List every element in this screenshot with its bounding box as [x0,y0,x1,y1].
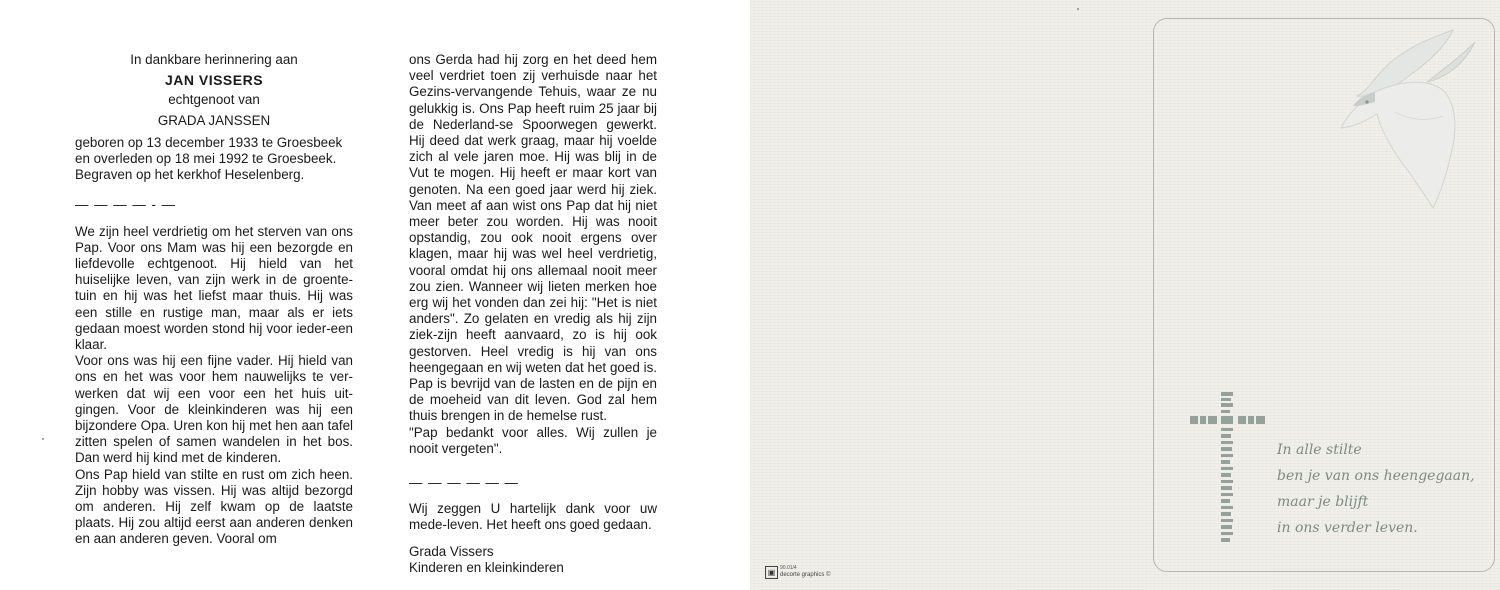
birth-line: geboren op 13 december 1933 te Groesbeek [75,134,343,150]
thanks-text: Wij zeggen U hartelijk dank voor uw mede-leven. Het heeft ons goed gedaan. [409,501,657,533]
dove-icon [1335,22,1485,212]
paragraph: Ons Pap hield van stilte en rust om zich heen. Zijn hobby was vissen. Hij was altijd bezorgd om anderen. Hij zelf kwam op de laatste plaats. Hij zou altijd eerst aan anderen denken en aan anderen geven. Vooral om [75,466,353,547]
left-text-column [75,52,353,548]
verse-line: In alle stilte [1277,442,1362,458]
cross-icon [1186,382,1281,562]
signature [409,544,657,576]
verse-line: maar je blijft [1277,494,1369,510]
burial-line: Begraven op het kerkhof Heselenberg. [75,167,305,183]
closing-quote: "Pap bedankt voor alles. Wij zullen je nooit vergeten". [409,424,657,456]
paragraph: Voor ons was hij een fijne vader. Hij hield van ons en het was voor hem nauwelijks te ver-werken dat wij een voor een het huis uit-gingen. Voor de kleinkinderen was hij een bijzondere Opa. Uren kon hij met hen aan tafel zitten spelen of samen wandelen in het bos. Dan werd hij kind met de kinderen. [75,353,353,466]
printer-code: 90.01/4 [780,565,797,571]
separator: — — — — — — [409,475,519,491]
life-dates [75,135,353,184]
paragraph: We zijn heel verdrietig om het sterven van ons Pap. Voor ons Mam was hij een bezorgde en liefdevolle echtgenoot. Hij hield van het huiselijke leven, van zijn werk in de groente-tuin en hij was het liefst maar thuis. Hij was een stille en rustige man, maar als er iets gedaan moest worden stond hij voor ieder-een klaar. [75,223,353,353]
signature-line: Grada Vissers [409,543,494,559]
printer-brand: decorte graphics © [780,572,831,578]
separator: — — — — - — [75,197,177,213]
paragraph: ons Gerda had hij zorg en het deed hem veel verdriet toen zij verhuisde naar het Gezins-vervangende Tehuis, waar ze nu gelukkig is. Ons Pap heeft ruim 25 jaar bij de Nederland-se Spoorwegen gewerkt. Hij deed dat werk graag, maar hij voelde zich al vele jaren moe. Hij was blij in de Vut te mogen. Hij heeft er maar kort van genoten. Na een goed jaar werd hij ziek. Van meet af aan wist ons Pap dat hij niet meer beter zou worden. Hij was nooit opstandig, zou ook nooit ergens over klagen, maar hij was wel heel verdrietig, vooral omdat hij ons allemaal nooit meer zou zien. Wanneer wij lieten merken hoe erg wij het vonden dan zei hij: "Het is niet anders". Zo gelaten en vredig als hij zijn ziek-zijn heeft aanvaard, zo is hij ook gestorven. Heel vredig is hij van ons heengegaan en wij weten dat het goed is. Pap is bevrijd van de lasten en de pijn en de moeheid van dit leven. God zal hem thuis brengen in de hemelse rust. [409,52,657,424]
paper-speck [1077,8,1079,10]
death-line: en overleden op 18 mei 1992 te Groesbeek. [75,151,337,167]
printer-logo-icon: ▣ [765,566,778,579]
memorial-verse [1277,437,1492,541]
intro-line: In dankbare herinnering aan [130,52,298,67]
paper-speck [42,438,44,440]
deceased-name: JAN VISSERS [164,72,264,89]
right-text-column [409,52,657,576]
spouse-name: GRADA JANSSEN [157,112,271,128]
verse-line: in ons verder leven. [1277,520,1418,536]
relation-line: echtgenoot van [168,92,260,108]
signature-line: Kinderen en kleinkinderen [409,559,564,575]
verse-line: ben je van ons heengegaan, [1277,468,1475,484]
